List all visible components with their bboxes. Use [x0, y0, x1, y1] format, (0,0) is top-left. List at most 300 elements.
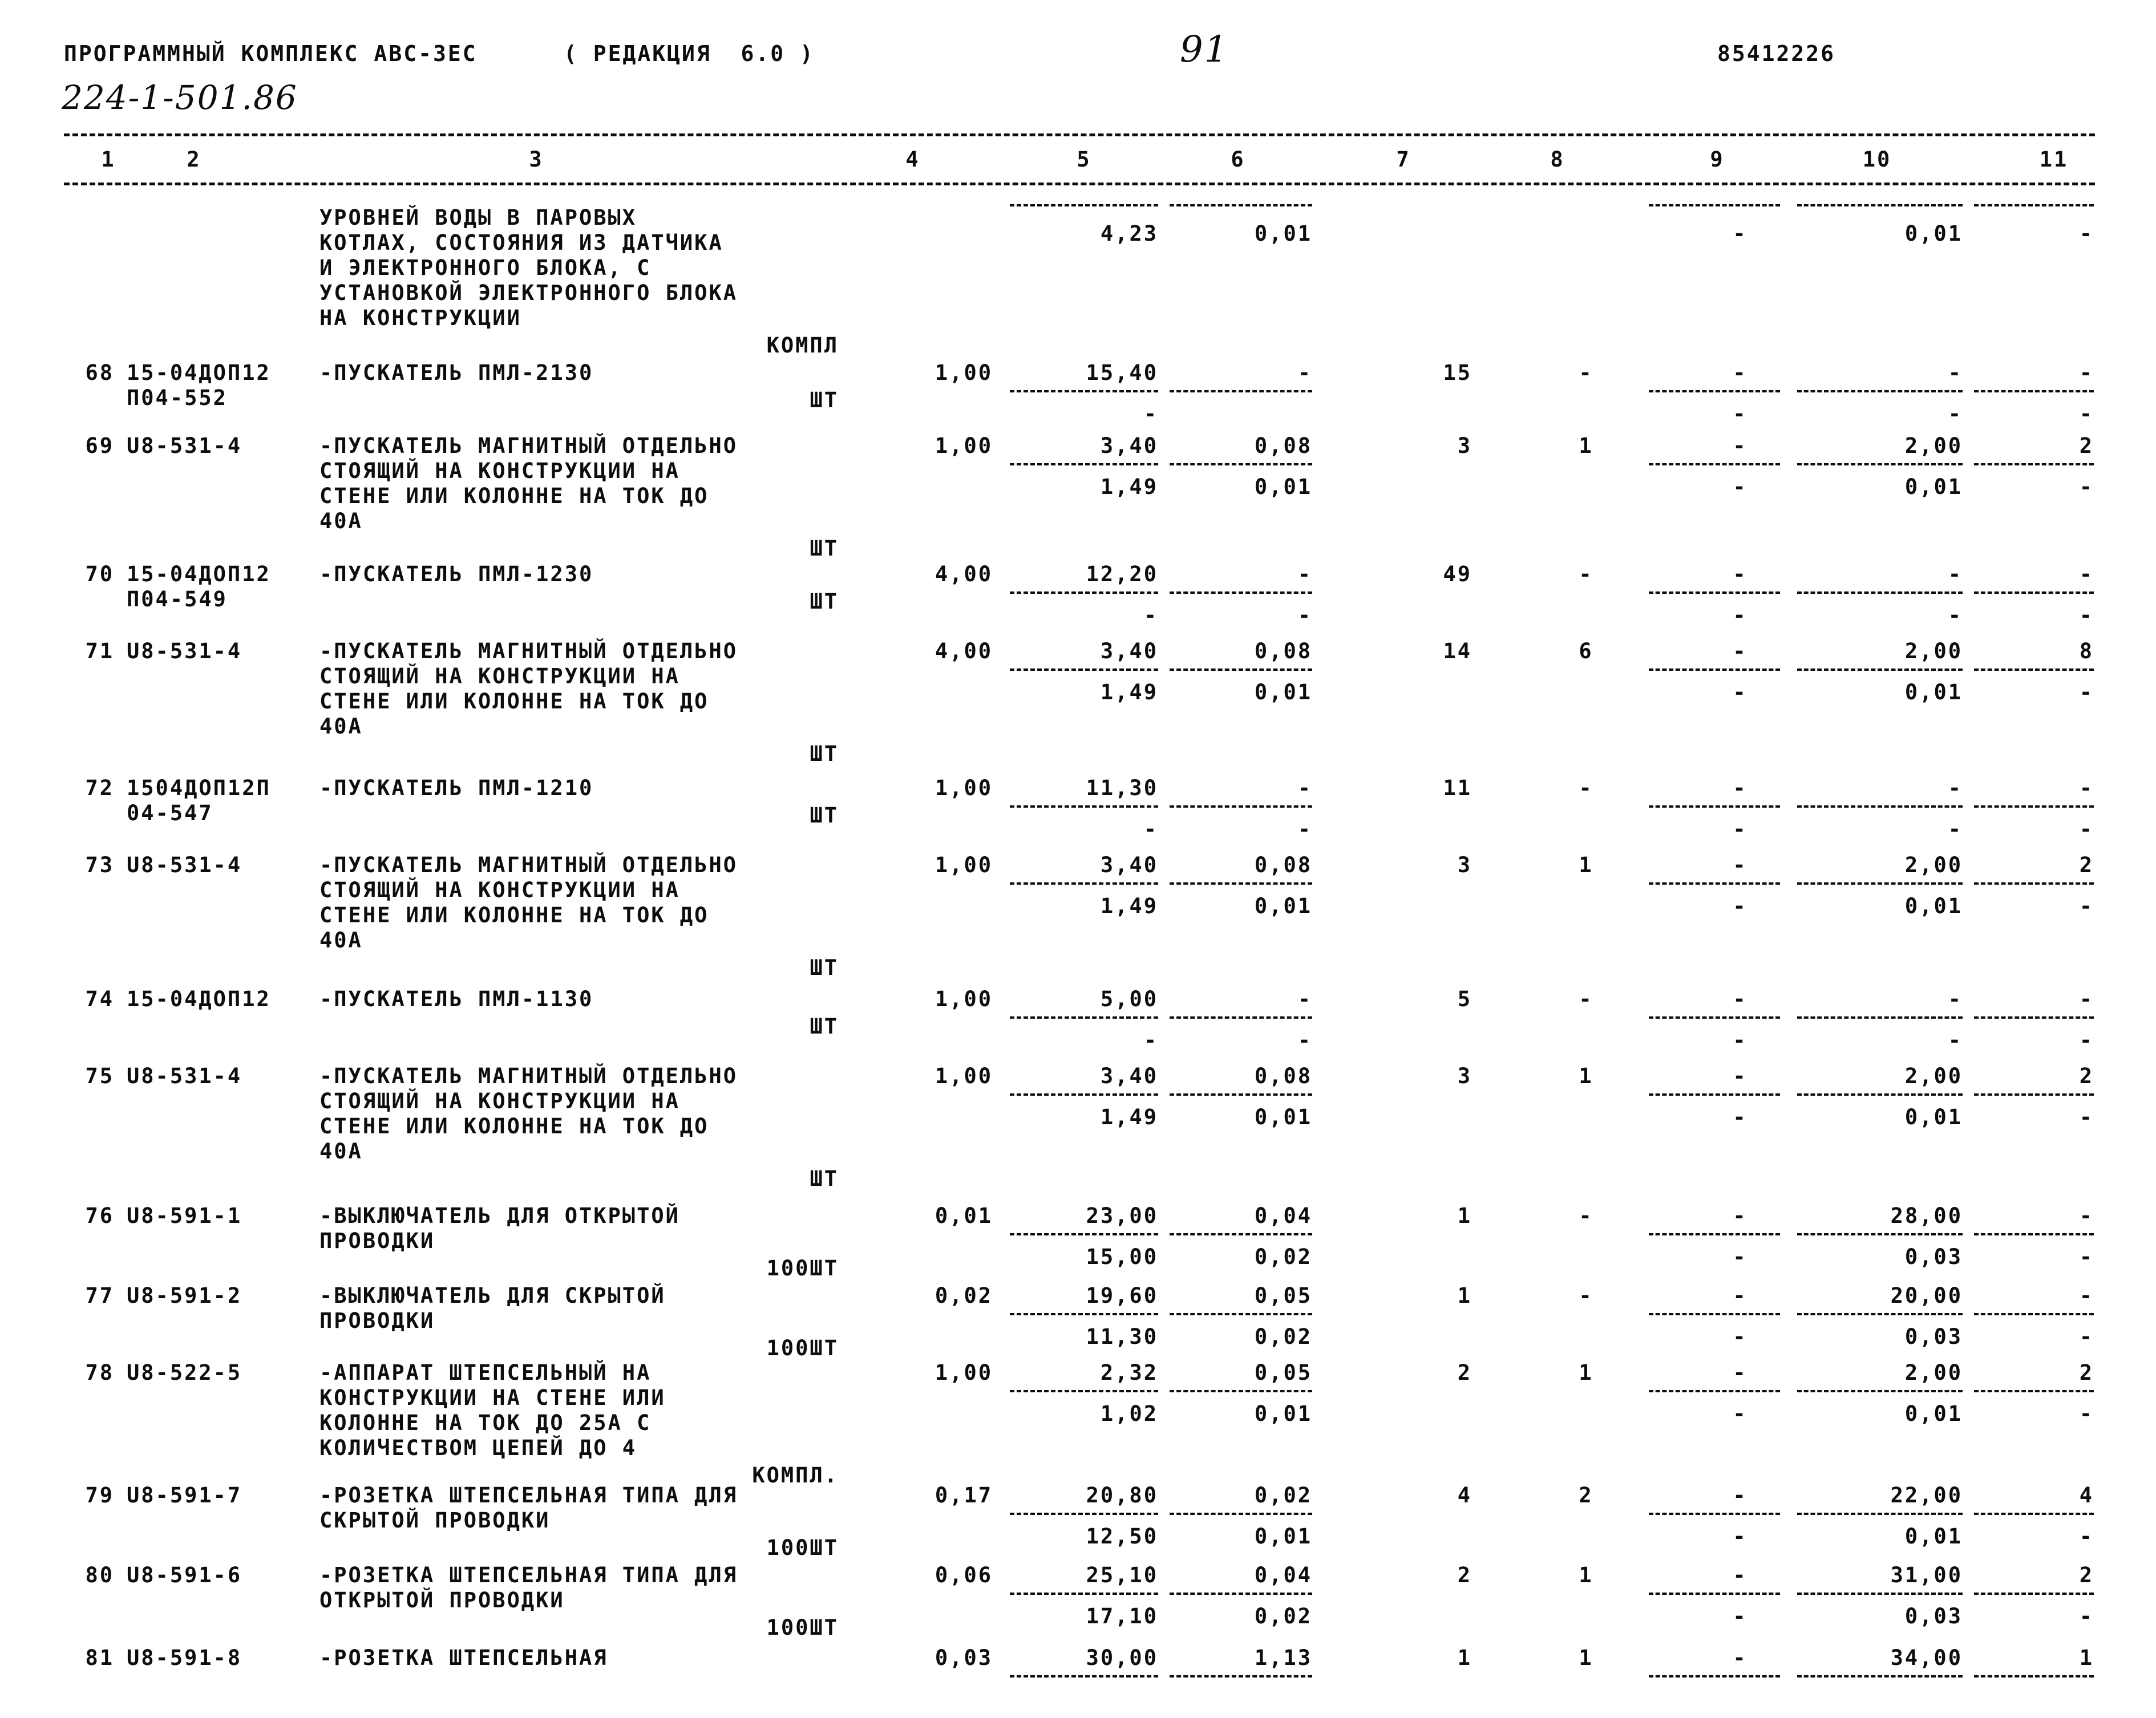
- item-description-line: ПРОВОДКИ: [319, 1308, 435, 1333]
- sub-rule-col6: [1170, 1675, 1312, 1678]
- sub-rule-col11: [1974, 805, 2094, 808]
- col6-subvalue: 0,01: [1254, 221, 1312, 246]
- sub-rule-col5: [1010, 591, 1158, 594]
- col10-value: -: [1948, 360, 1963, 385]
- item-code: U8-531-4: [127, 853, 242, 877]
- col5-subvalue: -: [1143, 603, 1158, 627]
- col11-subvalue: -: [2079, 221, 2094, 246]
- item-description-line: СКРЫТОЙ ПРОВОДКИ: [319, 1508, 551, 1533]
- col6-subvalue: 0,02: [1254, 1324, 1312, 1349]
- sub-rule-col9: [1649, 204, 1780, 206]
- item-description-line: 40А: [319, 509, 363, 533]
- col10-value: 28,00: [1890, 1204, 1963, 1228]
- sub-rule-col6: [1170, 591, 1312, 594]
- sub-rule-col10: [1797, 1513, 1963, 1515]
- col11-value: -: [2079, 1204, 2094, 1228]
- unit-of-measure: 100ШТ: [766, 1336, 839, 1360]
- col10-value: 22,00: [1890, 1483, 1963, 1508]
- item-code: U8-531-4: [127, 639, 242, 663]
- col10-subvalue: 0,01: [1904, 680, 1963, 704]
- header-bottom-rule: [64, 183, 2095, 185]
- col10-subvalue: 0,01: [1904, 221, 1963, 246]
- col11-value: 1: [2079, 1646, 2094, 1670]
- col11-value: 2: [2079, 1360, 2094, 1385]
- sub-rule-col11: [1974, 1593, 2094, 1595]
- item-code-secondary: 04-547: [127, 801, 213, 825]
- col8-value: 1: [1579, 1563, 1593, 1587]
- unit-of-measure: ШТ: [810, 388, 839, 412]
- sub-rule-col5: [1010, 1675, 1158, 1678]
- col7-value: 3: [1457, 853, 1472, 877]
- edition-label: ( РЕДАКЦИЯ 6.0 ): [564, 41, 815, 66]
- sub-rule-col5: [1010, 463, 1158, 465]
- col9-value: -: [1733, 1204, 1748, 1228]
- item-description-line: СТОЯЩИЙ НА КОНСТРУКЦИИ НА: [319, 459, 680, 483]
- col5-value: 3,40: [1100, 1064, 1158, 1088]
- sub-rule-col5: [1010, 805, 1158, 808]
- sub-rule-col9: [1649, 1675, 1780, 1678]
- sub-rule-col11: [1974, 1390, 2094, 1392]
- sub-rule-col9: [1649, 463, 1780, 465]
- item-code: U8-531-4: [127, 433, 242, 458]
- sub-rule-col10: [1797, 1233, 1963, 1235]
- sub-rule-col9: [1649, 1016, 1780, 1019]
- quantity: 1,00: [935, 1064, 993, 1088]
- sub-rule-col5: [1010, 668, 1158, 671]
- item-description-line: СТОЯЩИЙ НА КОНСТРУКЦИИ НА: [319, 878, 680, 902]
- col9-subvalue: -: [1733, 680, 1748, 704]
- col5-subvalue: -: [1143, 817, 1158, 841]
- sub-rule-col6: [1170, 1313, 1312, 1315]
- col10-value: 2,00: [1904, 639, 1963, 663]
- col5-subvalue: 12,50: [1086, 1524, 1158, 1549]
- sub-rule-col9: [1649, 882, 1780, 885]
- col5-value: 11,30: [1086, 776, 1158, 800]
- sub-rule-col9: [1649, 390, 1780, 392]
- item-description-line: -ПУСКАТЕЛЬ МАГНИТНЫЙ ОТДЕЛЬНО: [319, 853, 738, 877]
- col8-value: -: [1579, 987, 1593, 1011]
- col9-value: -: [1733, 562, 1748, 586]
- unit-of-measure: ШТ: [810, 803, 839, 828]
- unit-of-measure: КОМПЛ: [766, 333, 839, 358]
- col10-subvalue: 0,01: [1904, 1401, 1963, 1426]
- col7-value: 49: [1443, 562, 1472, 586]
- col9-value: -: [1733, 776, 1748, 800]
- item-code: 15-04ДОП12: [127, 987, 271, 1011]
- sub-rule-col9: [1649, 591, 1780, 594]
- col11-subvalue: -: [2079, 1324, 2094, 1349]
- sub-rule-col10: [1797, 1593, 1963, 1595]
- sub-rule-col6: [1170, 1016, 1312, 1019]
- page-number: 91: [1180, 29, 1229, 71]
- col5-value: 3,40: [1100, 639, 1158, 663]
- quantity: 1,00: [935, 433, 993, 458]
- sub-rule-col11: [1974, 1016, 2094, 1019]
- handwritten-reference: 224-1-501.86: [62, 78, 298, 117]
- sub-rule-col10: [1797, 1093, 1963, 1096]
- col11-subvalue: -: [2079, 1604, 2094, 1628]
- item-description-line: -ПУСКАТЕЛЬ МАГНИТНЫЙ ОТДЕЛЬНО: [319, 1064, 738, 1088]
- sub-rule-col6: [1170, 390, 1312, 392]
- item-description-line: -РОЗЕТКА ШТЕПСЕЛЬНАЯ ТИПА ДЛЯ: [319, 1563, 738, 1587]
- sub-rule-col5: [1010, 1233, 1158, 1235]
- col7-value: 2: [1457, 1563, 1472, 1587]
- column-number-4: 4: [905, 147, 920, 172]
- item-description-line: ОТКРЫТОЙ ПРОВОДКИ: [319, 1588, 565, 1612]
- col6-value: -: [1297, 562, 1312, 586]
- unit-of-measure: КОМПЛ.: [752, 1463, 839, 1488]
- sub-rule-col11: [1974, 1675, 2094, 1678]
- column-number-2: 2: [187, 147, 201, 172]
- quantity: 1,00: [935, 853, 993, 877]
- col6-value: -: [1297, 776, 1312, 800]
- row-number: 71: [85, 639, 114, 663]
- col10-subvalue: 0,01: [1904, 1105, 1963, 1129]
- col8-value: 6: [1579, 639, 1593, 663]
- col5-value: 15,40: [1086, 360, 1158, 385]
- item-description-line: КОТЛАХ, СОСТОЯНИЯ ИЗ ДАТЧИКА: [319, 230, 723, 255]
- item-description-line: -РОЗЕТКА ШТЕПСЕЛЬНАЯ: [319, 1646, 608, 1670]
- item-code: 15-04ДОП12: [127, 562, 271, 586]
- col11-subvalue: -: [2079, 1105, 2094, 1129]
- col6-value: 0,05: [1254, 1283, 1312, 1308]
- col11-value: 2: [2079, 1563, 2094, 1587]
- col9-subvalue: -: [1733, 894, 1748, 918]
- col11-value: -: [2079, 360, 2094, 385]
- item-description-line: СТЕНЕ ИЛИ КОЛОННЕ НА ТОК ДО: [319, 1114, 709, 1138]
- col9-subvalue: -: [1733, 817, 1748, 841]
- item-description-line: СТЕНЕ ИЛИ КОЛОННЕ НА ТОК ДО: [319, 689, 709, 714]
- item-description-line: НА КОНСТРУКЦИИ: [319, 306, 521, 330]
- sub-rule-col6: [1170, 1233, 1312, 1235]
- col11-value: -: [2079, 562, 2094, 586]
- row-number: 72: [85, 776, 114, 800]
- column-number-7: 7: [1396, 147, 1411, 172]
- col9-value: -: [1733, 1064, 1748, 1088]
- item-description-line: -ПУСКАТЕЛЬ МАГНИТНЫЙ ОТДЕЛЬНО: [319, 639, 738, 663]
- header-top-rule: [64, 133, 2095, 136]
- sub-rule-col9: [1649, 668, 1780, 671]
- col7-value: 5: [1457, 987, 1472, 1011]
- sub-rule-col11: [1974, 1313, 2094, 1315]
- sub-rule-col10: [1797, 1016, 1963, 1019]
- quantity: 4,00: [935, 639, 993, 663]
- sub-rule-col10: [1797, 463, 1963, 465]
- sub-rule-col5: [1010, 1593, 1158, 1595]
- col8-value: -: [1579, 776, 1593, 800]
- column-number-3: 3: [529, 147, 544, 172]
- col5-subvalue: -: [1143, 1028, 1158, 1052]
- col10-subvalue: 0,03: [1904, 1245, 1963, 1269]
- col11-value: -: [2079, 776, 2094, 800]
- sub-rule-col10: [1797, 1390, 1963, 1392]
- col6-value: 0,08: [1254, 853, 1312, 877]
- col9-subvalue: -: [1733, 1401, 1748, 1426]
- item-description-line: И ЭЛЕКТРОННОГО БЛОКА, С: [319, 256, 652, 280]
- col11-subvalue: -: [2079, 894, 2094, 918]
- item-code: 15-04ДОП12: [127, 360, 271, 385]
- sub-rule-col5: [1010, 882, 1158, 885]
- column-number-5: 5: [1077, 147, 1091, 172]
- col5-value: 12,20: [1086, 562, 1158, 586]
- col9-subvalue: -: [1733, 1324, 1748, 1349]
- col9-value: -: [1733, 1483, 1748, 1508]
- sub-rule-col6: [1170, 1093, 1312, 1096]
- sub-rule-col6: [1170, 805, 1312, 808]
- col8-value: 1: [1579, 1646, 1593, 1670]
- col10-subvalue: -: [1948, 817, 1963, 841]
- col10-subvalue: -: [1948, 402, 1963, 426]
- item-description-line: -ВЫКЛЮЧАТЕЛЬ ДЛЯ ОТКРЫТОЙ: [319, 1204, 680, 1228]
- col9-subvalue: -: [1733, 475, 1748, 499]
- col5-subvalue: 1,02: [1100, 1401, 1158, 1426]
- col11-subvalue: -: [2079, 1524, 2094, 1549]
- sub-rule-col11: [1974, 204, 2094, 206]
- col6-subvalue: -: [1297, 817, 1312, 841]
- unit-of-measure: ШТ: [810, 1166, 839, 1191]
- row-number: 80: [85, 1563, 114, 1587]
- col10-value: 2,00: [1904, 853, 1963, 877]
- sub-rule-col11: [1974, 882, 2094, 885]
- quantity: 0,06: [935, 1563, 993, 1587]
- row-number: 74: [85, 987, 114, 1011]
- quantity: 4,00: [935, 562, 993, 586]
- col10-subvalue: -: [1948, 603, 1963, 627]
- col8-value: -: [1579, 1283, 1593, 1308]
- row-number: 78: [85, 1360, 114, 1385]
- col5-value: 23,00: [1086, 1204, 1158, 1228]
- col8-value: -: [1579, 1204, 1593, 1228]
- col11-subvalue: -: [2079, 817, 2094, 841]
- col5-value: 2,32: [1100, 1360, 1158, 1385]
- sub-rule-col9: [1649, 1593, 1780, 1595]
- sub-rule-col11: [1974, 390, 2094, 392]
- col6-value: 0,05: [1254, 1360, 1312, 1385]
- col10-value: 2,00: [1904, 1064, 1963, 1088]
- sub-rule-col5: [1010, 390, 1158, 392]
- sub-rule-col10: [1797, 882, 1963, 885]
- sub-rule-col11: [1974, 668, 2094, 671]
- col10-value: 2,00: [1904, 1360, 1963, 1385]
- col7-value: 11: [1443, 776, 1472, 800]
- item-description-line: СТОЯЩИЙ НА КОНСТРУКЦИИ НА: [319, 664, 680, 688]
- sub-rule-col6: [1170, 882, 1312, 885]
- col5-subvalue: 4,23: [1100, 221, 1158, 246]
- sub-rule-col6: [1170, 1513, 1312, 1515]
- column-number-11: 11: [2039, 147, 2069, 172]
- quantity: 1,00: [935, 987, 993, 1011]
- col9-value: -: [1733, 987, 1748, 1011]
- unit-of-measure: ШТ: [810, 742, 839, 766]
- quantity: 0,17: [935, 1483, 993, 1508]
- sub-rule-col9: [1649, 1093, 1780, 1096]
- col7-value: 4: [1457, 1483, 1472, 1508]
- item-description-line: -ВЫКЛЮЧАТЕЛЬ ДЛЯ СКРЫТОЙ: [319, 1283, 666, 1308]
- col6-subvalue: 0,01: [1254, 475, 1312, 499]
- col9-subvalue: -: [1733, 1245, 1748, 1269]
- row-number: 70: [85, 562, 114, 586]
- col6-value: -: [1297, 987, 1312, 1011]
- col6-value: 0,04: [1254, 1204, 1312, 1228]
- col7-value: 1: [1457, 1283, 1472, 1308]
- col10-value: 34,00: [1890, 1646, 1963, 1670]
- row-number: 73: [85, 853, 114, 877]
- col7-value: 2: [1457, 1360, 1472, 1385]
- col11-subvalue: -: [2079, 402, 2094, 426]
- col9-subvalue: -: [1733, 1604, 1748, 1628]
- col8-value: 1: [1579, 1064, 1593, 1088]
- col10-subvalue: 0,03: [1904, 1324, 1963, 1349]
- col11-value: -: [2079, 987, 2094, 1011]
- item-description-line: ПРОВОДКИ: [319, 1229, 435, 1253]
- col5-value: 30,00: [1086, 1646, 1158, 1670]
- item-description-line: -ПУСКАТЕЛЬ ПМЛ-2130: [319, 360, 594, 385]
- item-description-line: -ПУСКАТЕЛЬ ПМЛ-1130: [319, 987, 594, 1011]
- col10-subvalue: 0,01: [1904, 1524, 1963, 1549]
- col11-subvalue: -: [2079, 1245, 2094, 1269]
- col9-subvalue: -: [1733, 402, 1748, 426]
- unit-of-measure: ШТ: [810, 955, 839, 980]
- col11-value: 8: [2079, 639, 2094, 663]
- item-code: U8-591-7: [127, 1483, 242, 1508]
- col11-subvalue: -: [2079, 1401, 2094, 1426]
- col6-subvalue: 0,01: [1254, 1524, 1312, 1549]
- item-description-line: УРОВНЕЙ ВОДЫ В ПАРОВЫХ: [319, 205, 637, 230]
- sub-rule-col5: [1010, 1016, 1158, 1019]
- row-number: 75: [85, 1064, 114, 1088]
- col10-subvalue: 0,03: [1904, 1604, 1963, 1628]
- quantity: 1,00: [935, 360, 993, 385]
- col8-value: 1: [1579, 853, 1593, 877]
- sub-rule-col6: [1170, 463, 1312, 465]
- col9-value: -: [1733, 1283, 1748, 1308]
- item-description-line: 40А: [319, 928, 363, 953]
- col6-value: 1,13: [1254, 1646, 1312, 1670]
- sub-rule-col6: [1170, 1390, 1312, 1392]
- row-number: 77: [85, 1283, 114, 1308]
- sub-rule-col10: [1797, 1675, 1963, 1678]
- item-description-line: -РОЗЕТКА ШТЕПСЕЛЬНАЯ ТИПА ДЛЯ: [319, 1483, 738, 1508]
- col5-value: 25,10: [1086, 1563, 1158, 1587]
- col5-value: 5,00: [1100, 987, 1158, 1011]
- col5-subvalue: 17,10: [1086, 1604, 1158, 1628]
- col8-value: -: [1579, 360, 1593, 385]
- col9-value: -: [1733, 360, 1748, 385]
- col10-subvalue: 0,01: [1904, 894, 1963, 918]
- col11-value: 2: [2079, 433, 2094, 458]
- col10-value: 20,00: [1890, 1283, 1963, 1308]
- item-code: U8-591-6: [127, 1563, 242, 1587]
- item-code: U8-591-8: [127, 1646, 242, 1670]
- col5-subvalue: 11,30: [1086, 1324, 1158, 1349]
- item-code: U8-591-1: [127, 1204, 242, 1228]
- row-number: 68: [85, 360, 114, 385]
- column-number-8: 8: [1550, 147, 1565, 172]
- sub-rule-col10: [1797, 1313, 1963, 1315]
- col5-subvalue: 1,49: [1100, 1105, 1158, 1129]
- col5-value: 3,40: [1100, 853, 1158, 877]
- col9-subvalue: -: [1733, 1524, 1748, 1549]
- col6-value: 0,08: [1254, 433, 1312, 458]
- sub-rule-col6: [1170, 204, 1312, 206]
- item-description-line: СТЕНЕ ИЛИ КОЛОННЕ НА ТОК ДО: [319, 903, 709, 927]
- unit-of-measure: ШТ: [810, 589, 839, 614]
- col11-subvalue: -: [2079, 680, 2094, 704]
- sub-rule-col11: [1974, 1093, 2094, 1096]
- col11-subvalue: -: [2079, 475, 2094, 499]
- col10-subvalue: -: [1948, 1028, 1963, 1052]
- col5-value: 19,60: [1086, 1283, 1158, 1308]
- item-description-line: СТЕНЕ ИЛИ КОЛОННЕ НА ТОК ДО: [319, 484, 709, 508]
- sub-rule-col5: [1010, 1390, 1158, 1392]
- unit-of-measure: 100ШТ: [766, 1535, 839, 1560]
- col6-subvalue: 0,02: [1254, 1604, 1312, 1628]
- col10-value: 2,00: [1904, 433, 1963, 458]
- sub-rule-col10: [1797, 390, 1963, 392]
- column-number-10: 10: [1862, 147, 1892, 172]
- sub-rule-col9: [1649, 805, 1780, 808]
- col5-subvalue: 1,49: [1100, 680, 1158, 704]
- row-number: 79: [85, 1483, 114, 1508]
- sub-rule-col5: [1010, 1313, 1158, 1315]
- col6-value: -: [1297, 360, 1312, 385]
- unit-of-measure: ШТ: [810, 536, 839, 561]
- col11-subvalue: -: [2079, 603, 2094, 627]
- col9-subvalue: -: [1733, 603, 1748, 627]
- col6-subvalue: 0,01: [1254, 1105, 1312, 1129]
- col9-subvalue: -: [1733, 221, 1748, 246]
- col9-value: -: [1733, 433, 1748, 458]
- item-description-line: КОЛИЧЕСТВОМ ЦЕПЕЙ ДО 4: [319, 1436, 637, 1460]
- col6-subvalue: -: [1297, 603, 1312, 627]
- sub-rule-col5: [1010, 204, 1158, 206]
- sub-rule-col10: [1797, 204, 1963, 206]
- sub-rule-col11: [1974, 1513, 2094, 1515]
- unit-of-measure: 100ШТ: [766, 1256, 839, 1281]
- col11-value: -: [2079, 1283, 2094, 1308]
- col5-subvalue: -: [1143, 402, 1158, 426]
- col10-value: -: [1948, 776, 1963, 800]
- col6-subvalue: -: [1297, 1028, 1312, 1052]
- sub-rule-col9: [1649, 1513, 1780, 1515]
- col6-value: 0,02: [1254, 1483, 1312, 1508]
- item-description-line: СТОЯЩИЙ НА КОНСТРУКЦИИ НА: [319, 1089, 680, 1113]
- column-number-1: 1: [101, 147, 116, 172]
- column-number-9: 9: [1710, 147, 1725, 172]
- sub-rule-col9: [1649, 1233, 1780, 1235]
- program-title: ПРОГРАММНЫЙ КОМПЛЕКС АВС-ЗЕС: [64, 41, 478, 66]
- col7-value: 3: [1457, 433, 1472, 458]
- col6-subvalue: 0,01: [1254, 680, 1312, 704]
- item-code: 1504ДОП12П: [127, 776, 271, 800]
- col9-value: -: [1733, 1360, 1748, 1385]
- sub-rule-col11: [1974, 1233, 2094, 1235]
- item-code: U8-522-5: [127, 1360, 242, 1385]
- col9-subvalue: -: [1733, 1028, 1748, 1052]
- row-number: 81: [85, 1646, 114, 1670]
- col5-subvalue: 1,49: [1100, 475, 1158, 499]
- col7-value: 3: [1457, 1064, 1472, 1088]
- col7-value: 14: [1443, 639, 1472, 663]
- sub-rule-col11: [1974, 591, 2094, 594]
- col11-value: 2: [2079, 853, 2094, 877]
- quantity: 1,00: [935, 776, 993, 800]
- item-code-secondary: П04-552: [127, 386, 228, 410]
- col10-value: -: [1948, 562, 1963, 586]
- sub-rule-col6: [1170, 1593, 1312, 1595]
- col10-value: 31,00: [1890, 1563, 1963, 1587]
- col9-subvalue: -: [1733, 1105, 1748, 1129]
